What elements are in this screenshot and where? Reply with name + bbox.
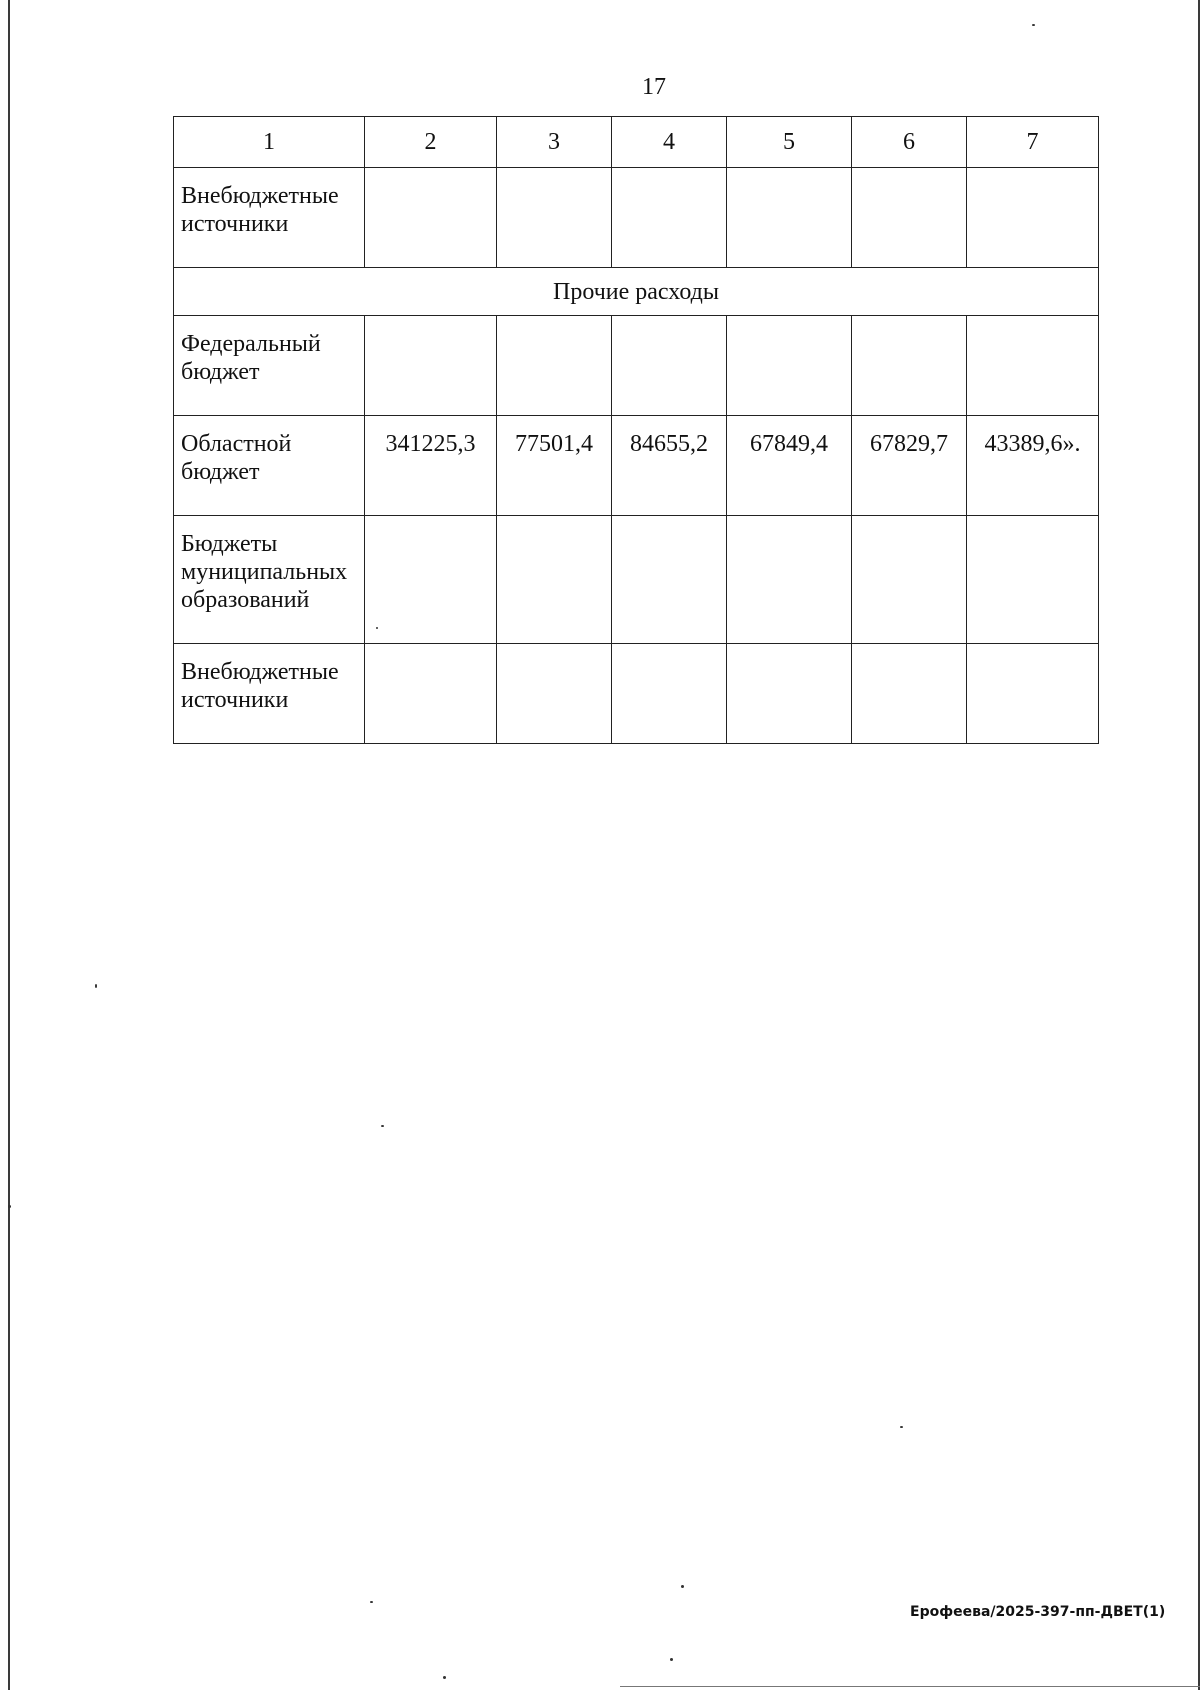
value-cell [612, 516, 727, 644]
header-cell: 6 [852, 117, 967, 168]
value-cell [852, 516, 967, 644]
header-cell: 3 [497, 117, 612, 168]
value-cell [365, 168, 497, 268]
scan-edge-bottom [620, 1686, 1200, 1687]
header-cell: 1 [174, 117, 365, 168]
value-cell [727, 316, 852, 416]
budget-table [173, 116, 1099, 744]
value-cell [365, 516, 497, 644]
scan-speck [681, 1585, 684, 1588]
value-cell [727, 644, 852, 744]
table-row [174, 168, 1099, 268]
value-cell [967, 516, 1099, 644]
value-cell: 67849,4 [727, 416, 852, 516]
row-label: Бюджеты муниципальных образований [174, 516, 365, 644]
row-label: Областной бюджет [174, 416, 365, 516]
value-cell: 77501,4 [497, 416, 612, 516]
value-cell [497, 316, 612, 416]
value-cell: 67829,7 [852, 416, 967, 516]
value-cell [497, 168, 612, 268]
value-cell [612, 644, 727, 744]
value-cell [497, 516, 612, 644]
header-cell: 4 [612, 117, 727, 168]
value-cell: 341225,3 [365, 416, 497, 516]
value-cell [727, 516, 852, 644]
scan-speck [670, 1658, 673, 1661]
table-row [174, 516, 1099, 644]
table-row [174, 416, 1099, 516]
scan-speck [1032, 24, 1035, 26]
row-label: Федеральный бюджет [174, 316, 365, 416]
value-cell [967, 168, 1099, 268]
header-cell: 2 [365, 117, 497, 168]
value-cell [365, 316, 497, 416]
scan-speck [381, 1125, 384, 1127]
scan-speck [370, 1601, 373, 1603]
value-cell [852, 644, 967, 744]
value-cell [967, 316, 1099, 416]
page-number: 17 [642, 74, 666, 100]
header-cell: 5 [727, 117, 852, 168]
value-cell [612, 316, 727, 416]
value-cell [727, 168, 852, 268]
scan-edge-left [8, 0, 10, 1690]
document-reference: Ерофеева/2025-397-пп-ДВЕТ(1) [910, 1604, 1166, 1620]
value-cell: 84655,2 [612, 416, 727, 516]
scan-speck [900, 1426, 903, 1428]
value-cell [852, 168, 967, 268]
header-cell: 7 [967, 117, 1099, 168]
value-cell [612, 168, 727, 268]
section-title: Прочие расходы [174, 268, 1099, 316]
value-cell: 43389,6». [967, 416, 1099, 516]
table-row [174, 316, 1099, 416]
scan-speck [443, 1676, 446, 1679]
scan-speck [95, 984, 97, 988]
table-row [174, 644, 1099, 744]
value-cell [967, 644, 1099, 744]
scan-speck [8, 1205, 11, 1208]
value-cell [852, 316, 967, 416]
row-label: Внебюджетные источники [174, 168, 365, 268]
scan-speck [376, 627, 378, 629]
value-cell [365, 644, 497, 744]
section-row [174, 268, 1099, 316]
value-cell [497, 644, 612, 744]
table-header-row [174, 117, 1099, 168]
row-label: Внебюджетные источники [174, 644, 365, 744]
